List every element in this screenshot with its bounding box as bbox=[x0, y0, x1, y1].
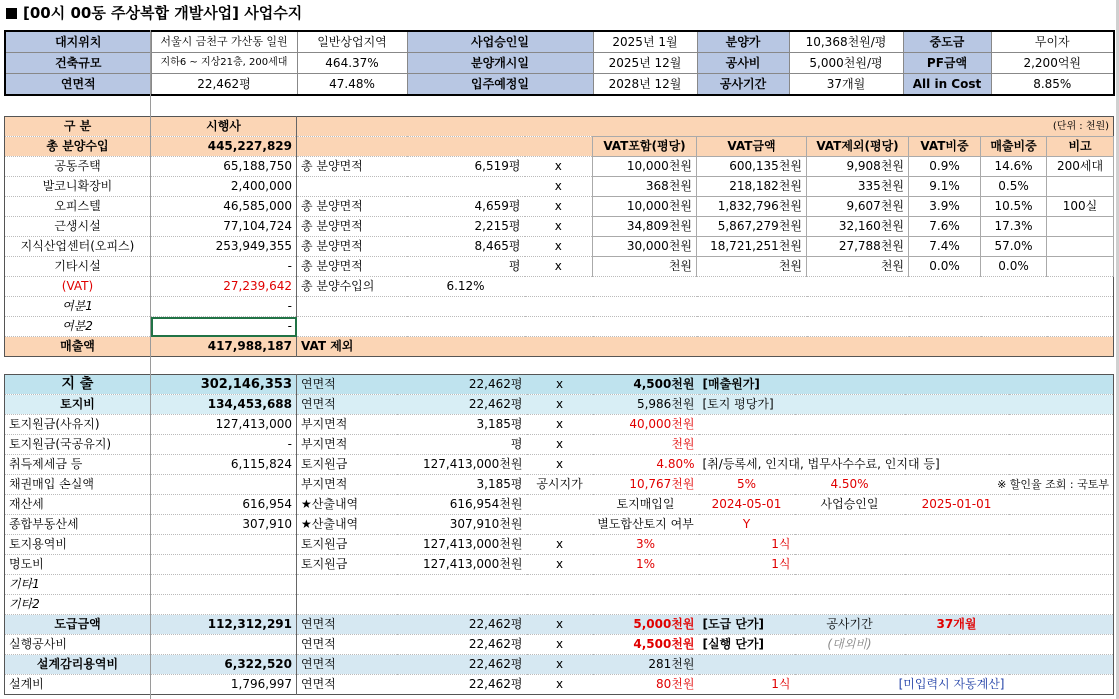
cell[interactable]: 토지원금 bbox=[297, 555, 397, 575]
cell[interactable]: 3,185평 bbox=[397, 475, 527, 495]
cell[interactable]: 4.80% bbox=[593, 455, 699, 475]
cell[interactable]: 127,413,000천원 bbox=[397, 555, 527, 575]
amount-cell[interactable]: - bbox=[151, 297, 297, 317]
cell[interactable]: 천원 bbox=[593, 257, 697, 277]
cell[interactable]: 127,413,000천원 bbox=[397, 535, 527, 555]
cell[interactable]: 1식 bbox=[699, 555, 795, 575]
row-label[interactable]: (VAT) bbox=[5, 277, 151, 297]
cell[interactable]: 7.6% bbox=[909, 217, 981, 237]
cell[interactable] bbox=[795, 375, 1114, 395]
cell[interactable]: 1식 bbox=[699, 675, 795, 695]
cell[interactable]: x bbox=[527, 675, 593, 695]
row-label[interactable]: 오피스텔 bbox=[5, 197, 151, 217]
revenue-row bbox=[5, 217, 1114, 237]
cell[interactable]: 37개월 bbox=[905, 615, 1009, 635]
land-row bbox=[5, 395, 1114, 415]
cell[interactable]: 연면적 bbox=[297, 635, 397, 655]
cell[interactable] bbox=[699, 435, 1114, 455]
expense-total[interactable]: 302,146,353 bbox=[151, 375, 297, 395]
cell[interactable]: 4.50% bbox=[795, 475, 905, 495]
cell[interactable]: [매출원가] bbox=[699, 375, 795, 395]
row-label[interactable]: 종합부동산세 bbox=[5, 515, 151, 535]
cell[interactable] bbox=[297, 317, 1114, 337]
cell[interactable]: 부지면적 bbox=[297, 475, 397, 495]
cell[interactable]: [취/등록세, 인지대, 법무사수수료, 인지대 등] bbox=[699, 455, 1114, 475]
summary-row bbox=[5, 74, 1114, 96]
cell[interactable] bbox=[795, 535, 1114, 555]
selected-cell[interactable]: - bbox=[151, 317, 297, 337]
cell[interactable]: x bbox=[527, 635, 593, 655]
cell[interactable]: 1,832,796천원 bbox=[697, 197, 807, 217]
land-detail-row bbox=[5, 415, 1114, 435]
revenue-row bbox=[5, 157, 1114, 177]
column-header[interactable]: 비고 bbox=[1047, 137, 1114, 157]
cell[interactable]: [미입력시 자동계산] bbox=[795, 675, 1009, 695]
row-label[interactable]: 명도비 bbox=[5, 555, 151, 575]
cell[interactable]: 5,986천원 bbox=[593, 395, 699, 415]
cell[interactable]: 10,000천원 bbox=[593, 197, 697, 217]
cell[interactable]: 22,462평 bbox=[397, 635, 527, 655]
cell[interactable]: 입주예정일 bbox=[407, 74, 593, 96]
revenue-row bbox=[5, 197, 1114, 217]
cell[interactable] bbox=[297, 177, 407, 197]
row-label[interactable]: 지식산업센터(오피스) bbox=[5, 237, 151, 257]
cell[interactable]: 사업승인일 bbox=[795, 495, 905, 515]
cell[interactable]: 127,413,000천원 bbox=[397, 455, 527, 475]
row-label[interactable]: 채권매입 손실액 bbox=[5, 475, 151, 495]
cell[interactable]: 연면적 bbox=[297, 375, 397, 395]
land-detail-row bbox=[5, 455, 1114, 475]
cell[interactable]: 218,182천원 bbox=[697, 177, 807, 197]
expense-header-row bbox=[5, 375, 1114, 395]
amount-cell[interactable] bbox=[151, 635, 297, 655]
cell[interactable]: 별도합산토지 여부 bbox=[593, 515, 699, 535]
cell[interactable]: 연면적 bbox=[297, 675, 397, 695]
cell[interactable] bbox=[297, 595, 1114, 615]
cell[interactable]: 464.37% bbox=[297, 53, 407, 74]
cell[interactable] bbox=[905, 635, 1114, 655]
cell[interactable]: 335천원 bbox=[807, 177, 909, 197]
cell[interactable] bbox=[1047, 177, 1114, 197]
cell[interactable]: PF금액 bbox=[903, 53, 991, 74]
amount-cell[interactable]: - bbox=[151, 257, 297, 277]
cell[interactable]: 80천원 bbox=[593, 675, 699, 695]
cell[interactable]: 3,185평 bbox=[397, 415, 527, 435]
cell[interactable]: x bbox=[527, 415, 593, 435]
land-detail-row bbox=[5, 535, 1114, 555]
cell[interactable]: 연면적 bbox=[297, 615, 397, 635]
row-label[interactable]: 기타시설 bbox=[5, 257, 151, 277]
cell[interactable]: 0.0% bbox=[909, 257, 981, 277]
land-detail-row bbox=[5, 515, 1114, 535]
cell[interactable]: [도급 단가] bbox=[699, 615, 795, 635]
row-label[interactable]: 토지원금(사유지) bbox=[5, 415, 151, 435]
amount-cell[interactable]: - bbox=[151, 435, 297, 455]
cell[interactable]: 공시지가 bbox=[527, 475, 593, 495]
design-fee-row bbox=[5, 675, 1114, 695]
amount-cell[interactable] bbox=[151, 595, 297, 615]
cell[interactable]: 17.3% bbox=[981, 217, 1047, 237]
design-label[interactable]: 설계감리용역비 bbox=[5, 655, 151, 675]
expense-table bbox=[4, 374, 1114, 695]
cell[interactable] bbox=[795, 515, 1114, 535]
revenue-total-row bbox=[5, 137, 1114, 157]
cell[interactable]: 무이자 bbox=[991, 31, 1114, 53]
cell[interactable]: 연면적 bbox=[297, 655, 397, 675]
cell[interactable]: 천원 bbox=[593, 435, 699, 455]
cell[interactable] bbox=[1009, 675, 1114, 695]
cell[interactable]: 서울시 금천구 가산동 일원 bbox=[151, 31, 297, 53]
row-label[interactable]: 기타1 bbox=[5, 575, 151, 595]
cell[interactable]: 9.1% bbox=[909, 177, 981, 197]
unit-note[interactable]: (단위 : 천원) bbox=[297, 117, 1114, 137]
cell[interactable]: 4,659평 bbox=[407, 197, 525, 217]
cell[interactable]: 연면적 bbox=[297, 395, 397, 415]
cell[interactable] bbox=[525, 277, 1114, 297]
cell[interactable] bbox=[1009, 495, 1114, 515]
cell[interactable]: 27,788천원 bbox=[807, 237, 909, 257]
amount-cell[interactable]: 616,954 bbox=[151, 495, 297, 515]
cell[interactable]: [실행 단가] bbox=[699, 635, 795, 655]
amount-cell[interactable] bbox=[151, 535, 297, 555]
vat-row bbox=[5, 277, 1114, 297]
cell[interactable]: 2,215평 bbox=[407, 217, 525, 237]
row-label[interactable]: 근생시설 bbox=[5, 217, 151, 237]
cell[interactable] bbox=[525, 137, 593, 157]
land-label[interactable]: 토지비 bbox=[5, 395, 151, 415]
cell[interactable]: 2028년 12월 bbox=[593, 74, 697, 96]
cell[interactable]: 0.9% bbox=[909, 157, 981, 177]
cell[interactable]: 100실 bbox=[1047, 197, 1114, 217]
cell[interactable]: 분양가 bbox=[697, 31, 789, 53]
cell[interactable]: 2025-01-01 bbox=[905, 495, 1009, 515]
cell[interactable]: 22,462평 bbox=[397, 395, 527, 415]
cell[interactable]: 200세대 bbox=[1047, 157, 1114, 177]
cell[interactable]: x bbox=[525, 257, 593, 277]
cell[interactable]: 2,200억원 bbox=[991, 53, 1114, 74]
cell[interactable]: 3% bbox=[593, 535, 699, 555]
cell[interactable]: 281천원 bbox=[593, 655, 699, 675]
row-label[interactable]: 기타2 bbox=[5, 595, 151, 615]
cell[interactable]: 총 분양면적 bbox=[297, 217, 407, 237]
spare-row bbox=[5, 317, 1114, 337]
cell[interactable]: x bbox=[525, 197, 593, 217]
cell[interactable] bbox=[407, 177, 525, 197]
cell[interactable]: 47.48% bbox=[297, 74, 407, 96]
cell[interactable]: 1식 bbox=[699, 535, 795, 555]
cell[interactable]: 지하6 ~ 지상21층, 200세대 bbox=[151, 53, 297, 74]
cell[interactable] bbox=[297, 137, 407, 157]
cell[interactable]: 분양개시일 bbox=[407, 53, 593, 74]
cell[interactable]: 총 분양면적 bbox=[297, 237, 407, 257]
sheet-title-text: [00시 00동 주상복합 개발사업] 사업수지 bbox=[23, 4, 303, 22]
cell[interactable]: 건축규모 bbox=[5, 53, 151, 74]
cell[interactable]: 22,462평 bbox=[151, 74, 297, 96]
row-label[interactable]: 여분1 bbox=[5, 297, 151, 317]
land-detail-row bbox=[5, 495, 1114, 515]
cell[interactable]: x bbox=[527, 375, 593, 395]
land-detail-row bbox=[5, 435, 1114, 455]
sheet-title bbox=[6, 2, 302, 24]
cell[interactable]: 616,954천원 bbox=[397, 495, 527, 515]
frozen-pane-divider bbox=[150, 30, 151, 699]
amount-cell[interactable]: 253,949,355 bbox=[151, 237, 297, 257]
summary-row bbox=[5, 31, 1114, 53]
cell[interactable]: 2025년 1월 bbox=[593, 31, 697, 53]
summary-row bbox=[5, 53, 1114, 74]
amount-cell[interactable]: 27,239,642 bbox=[151, 277, 297, 297]
cell[interactable]: 40,000천원 bbox=[593, 415, 699, 435]
cell[interactable] bbox=[297, 575, 1114, 595]
cell[interactable]: 10,368천원/평 bbox=[789, 31, 903, 53]
cell[interactable]: 총 분양면적 bbox=[297, 197, 407, 217]
revenue-total-label[interactable]: 총 분양수입 bbox=[5, 137, 151, 157]
cell[interactable]: 3.9% bbox=[909, 197, 981, 217]
cell[interactable]: 2024-05-01 bbox=[699, 495, 795, 515]
revenue-header-row bbox=[5, 117, 1114, 137]
revenue-table bbox=[4, 116, 1114, 357]
cell[interactable]: 사업승인일 bbox=[407, 31, 593, 53]
cell[interactable] bbox=[795, 555, 1114, 575]
column-header[interactable]: VAT금액 bbox=[697, 137, 807, 157]
amount-cell[interactable]: 77,104,724 bbox=[151, 217, 297, 237]
cell[interactable]: x bbox=[525, 157, 593, 177]
amount-cell[interactable]: 6,115,824 bbox=[151, 455, 297, 475]
row-label[interactable]: 토지용역비 bbox=[5, 535, 151, 555]
cell[interactable]: 14.6% bbox=[981, 157, 1047, 177]
cell[interactable]: 6,519평 bbox=[407, 157, 525, 177]
row-label[interactable]: 발코니확장비 bbox=[5, 177, 151, 197]
sales-row bbox=[5, 337, 1114, 357]
cell[interactable]: 10.5% bbox=[981, 197, 1047, 217]
cell[interactable]: 0.0% bbox=[981, 257, 1047, 277]
cell[interactable]: 5% bbox=[699, 475, 795, 495]
cell[interactable]: 57.0% bbox=[981, 237, 1047, 257]
revenue-row bbox=[5, 257, 1114, 277]
sales-label[interactable]: 매출액 bbox=[5, 337, 151, 357]
cell[interactable]: 5,867,279천원 bbox=[697, 217, 807, 237]
design-row bbox=[5, 655, 1114, 675]
amount-cell[interactable]: 127,413,000 bbox=[151, 415, 297, 435]
cell[interactable] bbox=[795, 395, 1114, 415]
revenue-row bbox=[5, 237, 1114, 257]
revenue-total-value[interactable]: 445,227,829 bbox=[151, 137, 297, 157]
cell[interactable]: 토지원금 bbox=[297, 455, 397, 475]
cell[interactable]: 부지면적 bbox=[297, 415, 397, 435]
amount-cell[interactable]: 2,400,000 bbox=[151, 177, 297, 197]
column-header[interactable]: 매출비중 bbox=[981, 137, 1047, 157]
cell[interactable] bbox=[407, 137, 525, 157]
cell[interactable]: Y bbox=[699, 515, 795, 535]
cell[interactable]: 8,465평 bbox=[407, 237, 525, 257]
amount-cell[interactable]: 1,796,997 bbox=[151, 675, 297, 695]
cell[interactable]: 9,908천원 bbox=[807, 157, 909, 177]
cell[interactable]: 토지매입일 bbox=[593, 495, 699, 515]
cell[interactable]: 1% bbox=[593, 555, 699, 575]
cell[interactable]: 32,160천원 bbox=[807, 217, 909, 237]
cell[interactable]: 총 분양면적 bbox=[297, 257, 407, 277]
cell[interactable] bbox=[699, 415, 1114, 435]
cell[interactable]: x bbox=[527, 555, 593, 575]
revenue-row bbox=[5, 177, 1114, 197]
row-label[interactable]: 실행공사비 bbox=[5, 635, 151, 655]
amount-cell[interactable]: 46,585,000 bbox=[151, 197, 297, 217]
cell[interactable]: 307,910천원 bbox=[397, 515, 527, 535]
cell[interactable]: 공사비 bbox=[697, 53, 789, 74]
amount-cell[interactable] bbox=[151, 555, 297, 575]
contract-row bbox=[5, 615, 1114, 635]
contract-value[interactable]: 112,312,291 bbox=[151, 615, 297, 635]
expense-header-label[interactable]: 지 출 bbox=[5, 375, 151, 395]
cell[interactable]: 37개월 bbox=[789, 74, 903, 96]
cell[interactable]: 22,462평 bbox=[397, 615, 527, 635]
row-label[interactable]: 재산세 bbox=[5, 495, 151, 515]
section-header[interactable]: 구 분 bbox=[5, 117, 151, 137]
cell[interactable]: x bbox=[527, 455, 593, 475]
amount-cell[interactable] bbox=[151, 475, 297, 495]
cell[interactable]: 4,500천원 bbox=[593, 635, 699, 655]
cell[interactable]: 연면적 bbox=[5, 74, 151, 96]
cell[interactable]: 22,462평 bbox=[397, 375, 527, 395]
square-bullet-icon bbox=[6, 8, 17, 19]
cell[interactable]: 일반상업지역 bbox=[297, 31, 407, 53]
cell[interactable]: 22,462평 bbox=[397, 675, 527, 695]
column-header[interactable]: 시행사 bbox=[151, 117, 297, 137]
cell[interactable]: 총 분양수입의 bbox=[297, 277, 407, 297]
cell[interactable] bbox=[525, 337, 1114, 357]
land-value[interactable]: 134,453,688 bbox=[151, 395, 297, 415]
cell[interactable]: 368천원 bbox=[593, 177, 697, 197]
cell[interactable]: 30,000천원 bbox=[593, 237, 697, 257]
row-label[interactable]: 공동주택 bbox=[5, 157, 151, 177]
cell[interactable]: 9,607천원 bbox=[807, 197, 909, 217]
land-detail-row bbox=[5, 555, 1114, 575]
cell[interactable] bbox=[1047, 257, 1114, 277]
land-detail-row bbox=[5, 595, 1114, 615]
cell[interactable]: 공사기간 bbox=[697, 74, 789, 96]
exec-row bbox=[5, 635, 1114, 655]
cell[interactable] bbox=[1009, 615, 1114, 635]
cell[interactable] bbox=[297, 297, 1114, 317]
cell[interactable]: 천원 bbox=[697, 257, 807, 277]
cell[interactable]: x bbox=[527, 615, 593, 635]
cell[interactable]: 600,135천원 bbox=[697, 157, 807, 177]
cell[interactable] bbox=[1047, 237, 1114, 257]
row-label[interactable]: 여분2 bbox=[5, 317, 151, 337]
row-label[interactable]: 취득제세금 등 bbox=[5, 455, 151, 475]
cell[interactable]: 토지원금 bbox=[297, 535, 397, 555]
cell[interactable]: x bbox=[525, 237, 593, 257]
amount-cell[interactable]: 65,188,750 bbox=[151, 157, 297, 177]
contract-label[interactable]: 도급금액 bbox=[5, 615, 151, 635]
cell[interactable]: 7.4% bbox=[909, 237, 981, 257]
spare-row bbox=[5, 297, 1114, 317]
cell[interactable]: x bbox=[527, 535, 593, 555]
cell[interactable]: (대외비) bbox=[795, 635, 905, 655]
cell[interactable]: ※ 할인율 조회 : 국토부 bbox=[905, 475, 1114, 495]
cell[interactable]: 10,767천원 bbox=[593, 475, 699, 495]
cell[interactable] bbox=[699, 655, 1114, 675]
cell[interactable]: x bbox=[525, 217, 593, 237]
cell[interactable]: 5,000천원/평 bbox=[789, 53, 903, 74]
sales-value[interactable]: 417,988,187 bbox=[151, 337, 297, 357]
cell[interactable]: x bbox=[525, 177, 593, 197]
cell[interactable]: 중도금 bbox=[903, 31, 991, 53]
row-label[interactable]: 설계비 bbox=[5, 675, 151, 695]
sales-note[interactable]: VAT 제외 bbox=[297, 337, 525, 357]
cell[interactable]: 부지면적 bbox=[297, 435, 397, 455]
cell[interactable]: 6.12% bbox=[407, 277, 525, 297]
cell[interactable]: 2025년 12월 bbox=[593, 53, 697, 74]
cell[interactable]: ★산출내역 bbox=[297, 515, 397, 535]
cell[interactable]: 22,462평 bbox=[397, 655, 527, 675]
amount-cell[interactable]: 307,910 bbox=[151, 515, 297, 535]
cell[interactable] bbox=[527, 515, 593, 535]
cell[interactable]: 평 bbox=[407, 257, 525, 277]
cell[interactable]: 0.5% bbox=[981, 177, 1047, 197]
cell[interactable]: [토지 평당가] bbox=[699, 395, 795, 415]
design-value[interactable]: 6,322,520 bbox=[151, 655, 297, 675]
cell[interactable]: 공사기간 bbox=[795, 615, 905, 635]
cell[interactable]: 34,809천원 bbox=[593, 217, 697, 237]
cell[interactable]: 5,000천원 bbox=[593, 615, 699, 635]
cell[interactable]: All in Cost bbox=[903, 74, 991, 96]
land-detail-row bbox=[5, 475, 1114, 495]
land-detail-row bbox=[5, 575, 1114, 595]
cell[interactable]: x bbox=[527, 435, 593, 455]
cell[interactable]: ★산출내역 bbox=[297, 495, 397, 515]
cell[interactable]: 18,721,251천원 bbox=[697, 237, 807, 257]
cell[interactable]: x bbox=[527, 395, 593, 415]
cell[interactable]: 8.85% bbox=[991, 74, 1114, 96]
column-header[interactable]: VAT포함(평당) bbox=[593, 137, 697, 157]
cell[interactable]: x bbox=[527, 655, 593, 675]
column-header[interactable]: VAT비중 bbox=[909, 137, 981, 157]
cell[interactable] bbox=[527, 495, 593, 515]
cell[interactable]: 대지위치 bbox=[5, 31, 151, 53]
cell[interactable]: 10,000천원 bbox=[593, 157, 697, 177]
column-header[interactable]: VAT제외(평당) bbox=[807, 137, 909, 157]
cell[interactable]: 평 bbox=[397, 435, 527, 455]
row-label[interactable]: 토지원금(국공유지) bbox=[5, 435, 151, 455]
cell[interactable]: 4,500천원 bbox=[593, 375, 699, 395]
amount-cell[interactable] bbox=[151, 575, 297, 595]
cell[interactable]: 천원 bbox=[807, 257, 909, 277]
summary-table bbox=[4, 30, 1115, 96]
cell[interactable] bbox=[1047, 217, 1114, 237]
cell[interactable]: 총 분양면적 bbox=[297, 157, 407, 177]
